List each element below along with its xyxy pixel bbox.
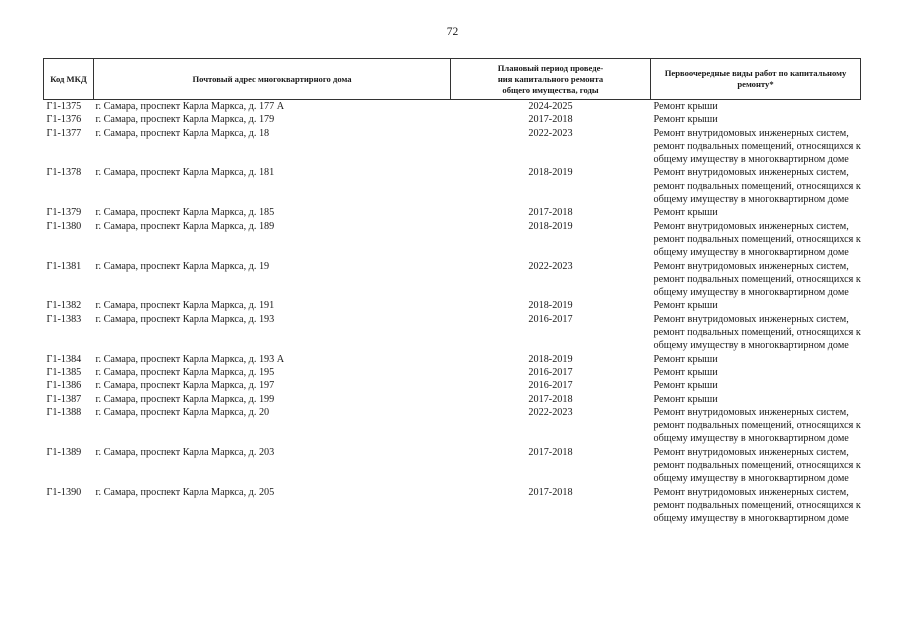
cell-works <box>651 393 861 406</box>
works-line: общему имуществу в многоквартирном доме <box>653 433 849 445</box>
cell-period: 2016-2017 <box>528 380 573 392</box>
cell-code: Г1-1378 <box>46 167 82 179</box>
repair-plan-table-container <box>43 58 860 526</box>
cell-code: Г1-1390 <box>46 486 82 498</box>
table-header <box>44 59 861 100</box>
cell-period: 2016-2017 <box>528 366 573 378</box>
works-line: Ремонт внутридомовых инженерных систем, <box>653 313 849 325</box>
table-row <box>44 446 861 486</box>
table-row <box>44 393 861 406</box>
cell-code: Г1-1387 <box>46 393 82 405</box>
cell-period: 2018-2019 <box>528 167 573 179</box>
table-row <box>44 220 861 260</box>
table-row <box>44 379 861 392</box>
works-line: общему имуществу в многоквартирном доме <box>653 287 849 299</box>
table-row <box>44 486 861 526</box>
cell-works <box>651 220 861 260</box>
cell-code: Г1-1375 <box>46 101 82 112</box>
table-row <box>44 299 861 312</box>
cell-period: 2018-2019 <box>528 300 573 312</box>
cell-period: 2018-2019 <box>528 353 573 365</box>
works-line: ремонт подвальных помещений, относящихся к <box>653 327 861 339</box>
works-line: общему имуществу в многоквартирном доме <box>653 513 849 525</box>
works-line: ремонт подвальных помещений, относящихся к <box>653 499 861 511</box>
cell-period: 2017-2018 <box>528 446 573 458</box>
cell-works <box>651 166 861 206</box>
cell-works <box>651 406 861 446</box>
works-line: Ремонт крыши <box>653 101 718 112</box>
page-number: 72 <box>446 26 459 38</box>
table-row <box>44 353 861 366</box>
header-works-line: Первоочередные виды работ по капитальному <box>664 68 847 78</box>
cell-period: 2017-2018 <box>528 207 573 219</box>
cell-works <box>651 299 861 312</box>
table-row <box>44 313 861 353</box>
cell-code: Г1-1377 <box>46 127 82 139</box>
cell-code: Г1-1388 <box>46 406 82 418</box>
works-line: ремонт подвальных помещений, относящихся к <box>653 233 861 245</box>
works-line: общему имуществу в многоквартирном доме <box>653 194 849 206</box>
works-line: Ремонт внутридомовых инженерных систем, <box>653 167 849 179</box>
header-period-line: Плановый период проведе- <box>497 62 604 73</box>
works-line: Ремонт крыши <box>653 114 718 126</box>
works-line: Ремонт крыши <box>653 300 718 312</box>
cell-code: Г1-1380 <box>46 220 82 232</box>
cell-works <box>651 113 861 126</box>
cell-works <box>651 313 861 353</box>
works-line: Ремонт крыши <box>653 353 718 365</box>
cell-address: г. Самара, проспект Карла Маркса, д. 19 <box>95 260 270 272</box>
table-row <box>44 406 861 446</box>
repair-plan-table <box>43 58 861 526</box>
cell-address: г. Самара, проспект Карла Маркса, д. 191 <box>95 300 275 312</box>
cell-code: Г1-1384 <box>46 353 82 365</box>
table-row <box>44 366 861 379</box>
header-row <box>44 59 861 100</box>
cell-period: 2017-2018 <box>528 114 573 126</box>
cell-address: г. Самара, проспект Карла Маркса, д. 193 А <box>95 353 285 365</box>
cell-code: Г1-1385 <box>46 366 82 378</box>
cell-period: 2017-2018 <box>528 486 573 498</box>
works-line: ремонт подвальных помещений, относящихся к <box>653 140 861 152</box>
table-row <box>44 127 861 167</box>
header-period-line: ния капитального ремонта <box>497 73 604 84</box>
table-row <box>44 100 861 114</box>
works-line: ремонт подвальных помещений, относящихся к <box>653 273 861 285</box>
works-line: Ремонт внутридомовых инженерных систем, <box>653 446 849 458</box>
cell-period: 2022-2023 <box>528 260 573 272</box>
cell-address: г. Самара, проспект Карла Маркса, д. 205 <box>95 486 275 498</box>
header-code: Код МКД <box>44 59 94 100</box>
cell-period: 2022-2023 <box>528 127 573 139</box>
cell-code: Г1-1389 <box>46 446 82 458</box>
cell-code: Г1-1381 <box>46 260 82 272</box>
works-line: ремонт подвальных помещений, относящихся к <box>653 180 861 192</box>
works-line: Ремонт крыши <box>653 393 718 405</box>
cell-period: 2022-2023 <box>528 406 573 418</box>
works-line: Ремонт крыши <box>653 207 718 219</box>
cell-works <box>651 206 861 219</box>
cell-period: 2017-2018 <box>528 393 573 405</box>
cell-address: г. Самара, проспект Карла Маркса, д. 185 <box>95 207 275 219</box>
table-row <box>44 206 861 219</box>
works-line: общему имуществу в многоквартирном доме <box>653 340 849 352</box>
cell-works <box>651 379 861 392</box>
cell-period: 2024-2025 <box>528 101 573 112</box>
cell-period: 2016-2017 <box>528 313 573 325</box>
works-line: Ремонт внутридомовых инженерных систем, <box>653 127 849 139</box>
works-line: ремонт подвальных помещений, относящихся к <box>653 420 861 432</box>
cell-code: Г1-1382 <box>46 300 82 312</box>
cell-code: Г1-1379 <box>46 207 82 219</box>
cell-address: г. Самара, проспект Карла Маркса, д. 199 <box>95 393 275 405</box>
cell-works <box>651 486 861 526</box>
table-row <box>44 113 861 126</box>
cell-code: Г1-1376 <box>46 114 82 126</box>
header-period-line: общего имущества, годы <box>502 84 599 95</box>
cell-address: г. Самара, проспект Карла Маркса, д. 203 <box>95 446 275 458</box>
cell-address: г. Самара, проспект Карла Маркса, д. 20 <box>95 406 270 418</box>
cell-address: г. Самара, проспект Карла Маркса, д. 195 <box>95 366 275 378</box>
cell-works <box>651 446 861 486</box>
cell-works <box>651 100 861 114</box>
cell-works <box>651 127 861 167</box>
cell-code: Г1-1386 <box>46 380 82 392</box>
cell-address: г. Самара, проспект Карла Маркса, д. 177 А <box>95 101 285 112</box>
works-line: Ремонт внутридомовых инженерных систем, <box>653 406 849 418</box>
works-line: Ремонт внутридомовых инженерных систем, <box>653 486 849 498</box>
cell-address: г. Самара, проспект Карла Маркса, д. 179 <box>95 114 275 126</box>
works-line: Ремонт крыши <box>653 366 718 378</box>
header-works <box>651 59 861 100</box>
cell-address: г. Самара, проспект Карла Маркса, д. 181 <box>95 167 275 179</box>
cell-address: г. Самара, проспект Карла Маркса, д. 193 <box>95 313 275 325</box>
header-works-line: ремонту* <box>737 79 774 89</box>
table-row <box>44 166 861 206</box>
cell-works <box>651 353 861 366</box>
works-line: общему имуществу в многоквартирном доме <box>653 473 849 485</box>
table-body <box>44 100 861 526</box>
cell-works <box>651 260 861 300</box>
header-address: Почтовый адрес многоквартирного дома <box>94 59 451 100</box>
cell-period: 2018-2019 <box>528 220 573 232</box>
cell-address: г. Самара, проспект Карла Маркса, д. 197 <box>95 380 275 392</box>
works-line: Ремонт внутридомовых инженерных систем, <box>653 220 849 232</box>
works-line: Ремонт крыши <box>653 380 718 392</box>
header-period <box>451 59 651 100</box>
works-line: Ремонт внутридомовых инженерных систем, <box>653 260 849 272</box>
cell-code: Г1-1383 <box>46 313 82 325</box>
cell-address: г. Самара, проспект Карла Маркса, д. 18 <box>95 127 270 139</box>
cell-address: г. Самара, проспект Карла Маркса, д. 189 <box>95 220 275 232</box>
works-line: общему имуществу в многоквартирном доме <box>653 154 849 166</box>
cell-works <box>651 366 861 379</box>
works-line: ремонт подвальных помещений, относящихся к <box>653 460 861 472</box>
table-row <box>44 260 861 300</box>
works-line: общему имуществу в многоквартирном доме <box>653 247 849 259</box>
